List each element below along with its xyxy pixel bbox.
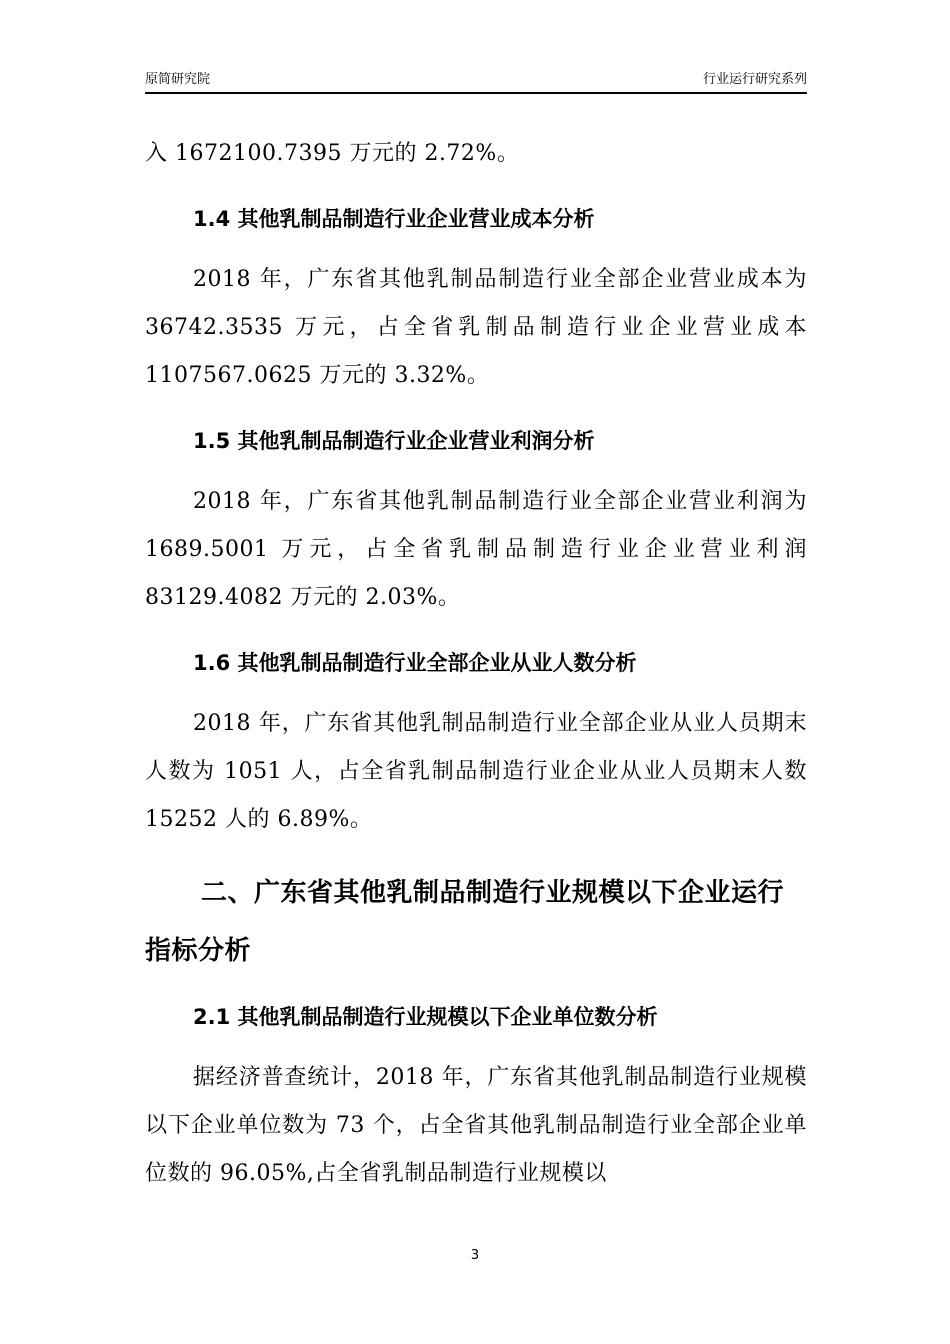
continued-paragraph: 入 1672100.7395 万元的 2.72%。 [145, 141, 520, 166]
chapter-heading-2: 二、广东省其他乳制品制造行业规模以下企业运行指标分析 [145, 878, 785, 966]
header-organization: 原简研究院 [145, 72, 211, 87]
section-heading-2-1: 2.1 其他乳制品制造行业规模以下企业单位数分析 [193, 1005, 658, 1029]
section-heading-1-6: 1.6 其他乳制品制造行业全部企业从业人数分析 [193, 651, 637, 675]
document-body [145, 130, 807, 1198]
section-paragraph-1-6: 2018 年，广东省其他乳制品制造行业全部企业从业人员期末人数为 1051 人，占全省乳制品制造行业企业从业人员期末人数 15252 人的 6.89%。 [145, 711, 807, 832]
section-paragraph-1-4: 2018 年，广东省其他乳制品制造行业全部企业营业成本为 36742.3535 万元，占全省乳制品制造行业企业营业成本 1107567.0625 万元的 3.32%。 [145, 267, 807, 388]
section-paragraph-2-1: 据经济普查统计，2018 年，广东省其他乳制品制造行业规模以下企业单位数为 73 个，占全省其他乳制品制造行业全部企业单位数的 96.05%,占全省乳制品制造行业规模以 [145, 1065, 807, 1186]
header-series-title: 行业运行研究系列 [702, 72, 807, 87]
page-header [145, 70, 807, 94]
section-heading-1-4: 1.4 其他乳制品制造行业企业营业成本分析 [193, 207, 595, 231]
section-paragraph-1-5: 2018 年，广东省其他乳制品制造行业全部企业营业利润为 1689.5001 万元，占全省乳制品制造行业企业营业利润 83129.4082 万元的 2.03%。 [145, 489, 807, 610]
page-number: 3 [470, 1248, 480, 1263]
section-heading-1-5: 1.5 其他乳制品制造行业企业营业利润分析 [193, 429, 595, 453]
